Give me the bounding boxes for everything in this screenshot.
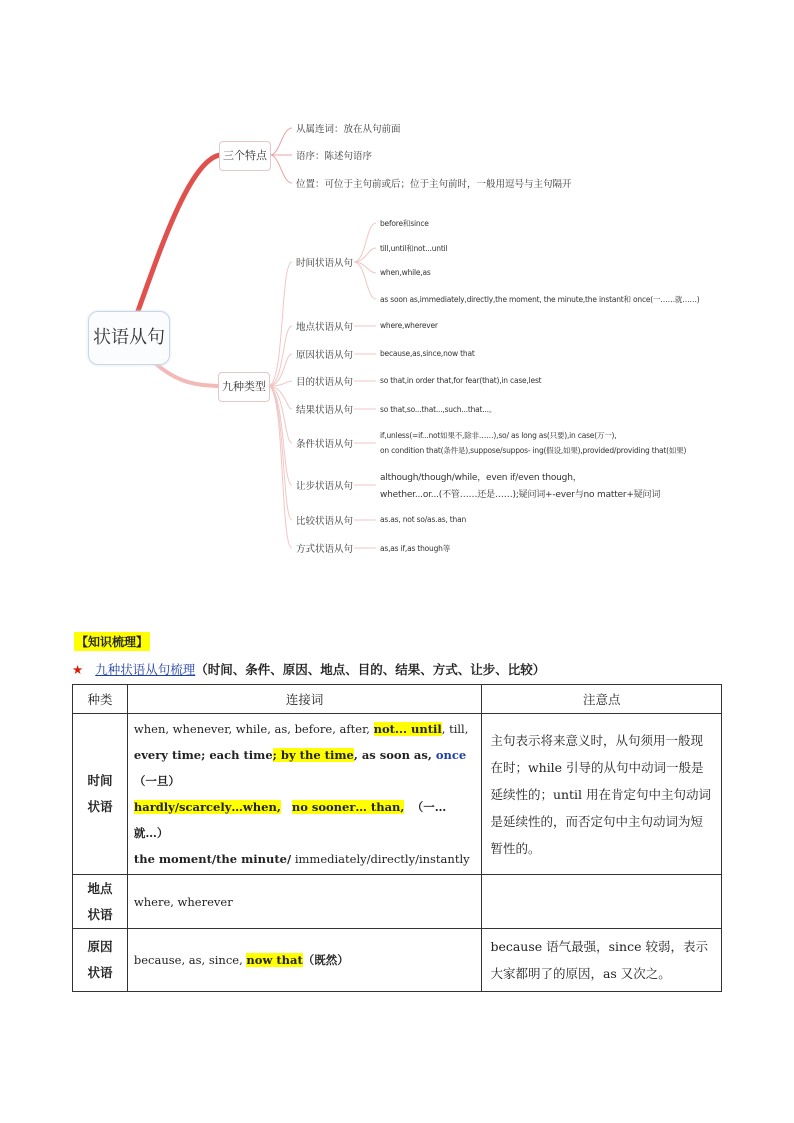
subheading xyxy=(72,660,545,678)
branch-three-features: 三个特点 xyxy=(219,141,271,171)
category-reason-line2: 状语 xyxy=(87,965,113,980)
type-time-item: till,until和not...until xyxy=(380,244,448,253)
type-reason-item: because,as,since,now that xyxy=(380,349,475,358)
type-manner-item: as,as if,as though等 xyxy=(380,544,451,553)
type-comparison: 比较状语从句 xyxy=(296,516,354,527)
type-time-item: before和since xyxy=(380,219,429,228)
type-manner: 方式状语从句 xyxy=(296,544,354,555)
type-place-item: where,wherever xyxy=(380,321,438,330)
type-place: 地点状语从句 xyxy=(296,322,354,333)
type-reason: 原因状语从句 xyxy=(296,350,354,361)
header-notes: 注意点 xyxy=(482,685,722,714)
category-reason-line1: 原因 xyxy=(87,939,113,954)
conn-bold: （一…就…） xyxy=(133,800,447,840)
type-result-item: so that,so...that...,such...that...。 xyxy=(380,405,497,414)
connector-leaf-lines xyxy=(354,326,376,548)
conn-text: , till, xyxy=(441,722,469,736)
conn-highlight: no sooner… than, xyxy=(291,800,405,814)
table-row-time xyxy=(73,714,722,875)
connector-time-items xyxy=(354,223,376,299)
connectives-reason xyxy=(127,929,482,992)
type-result: 结果状语从句 xyxy=(296,405,354,416)
conn-bold: , as soon as, xyxy=(353,748,436,762)
conn-bold: the moment/the minute/ xyxy=(133,852,292,866)
conn-highlight: ; by the time xyxy=(272,748,354,762)
category-time-line1: 时间 xyxy=(87,773,113,788)
feature-item: 位置：可位于主句前或后；位于主句前时，一般用逗号与主句隔开 xyxy=(296,179,572,190)
table-row-place xyxy=(73,875,722,929)
table-header-row xyxy=(73,685,722,714)
knowledge-table xyxy=(72,684,722,992)
mind-map-root: 状语从句 xyxy=(88,311,170,365)
branch-nine-types: 九种类型 xyxy=(218,372,270,402)
connectives-place: where, wherever xyxy=(127,875,482,929)
type-concession-item: whether...or...(不管……还是……);疑问词+-ever与no matter+疑问词 xyxy=(380,490,661,500)
type-concession: 让步状语从句 xyxy=(296,481,354,492)
type-concession-item: although/though/while，even if/even though， xyxy=(380,473,582,483)
conn-bold: （既然） xyxy=(302,953,349,967)
conn-highlight: hardly/scarcely…when, xyxy=(133,800,281,814)
conn-bold: （一旦） xyxy=(133,774,180,788)
type-condition: 条件状语从句 xyxy=(296,439,354,450)
category-time xyxy=(73,714,128,875)
type-condition-item: if,unless(=if...not如果不,除非……),so/ as long as(只要),in case(万一), xyxy=(380,431,617,440)
star-icon: ★ xyxy=(72,662,84,677)
connector-root-features xyxy=(138,155,220,311)
note-time: 主句表示将来意义时，从句须用一般现在时；while 引导的从句中动词一般是延续性的；until 用在肯定句中主句动词是延续性的，而否定句中主句动词为短暂性的。 xyxy=(482,714,722,875)
conn-text: because, as, since, xyxy=(133,953,247,967)
type-time-item: when,while,as xyxy=(380,268,431,277)
connectives-time xyxy=(127,714,482,875)
table-row-reason xyxy=(73,929,722,992)
note-place xyxy=(482,875,722,929)
subheading-parenthetical: （时间、条件、原因、地点、目的、结果、方式、让步、比较） xyxy=(195,662,546,677)
category-place-line2: 状语 xyxy=(87,906,113,922)
feature-item: 从属连词：放在从句前面 xyxy=(296,124,401,135)
connector-root-types xyxy=(155,363,218,386)
type-condition-item: on condition that(条件是),suppose/suppos- ing(假设,如果),provided/providing that(如果) xyxy=(380,446,687,455)
conn-highlight: now that xyxy=(246,953,303,967)
category-place-line1: 地点 xyxy=(87,880,113,896)
conn-text: immediately/directly/instantly xyxy=(291,852,470,866)
note-reason: because 语气最强，since 较弱，表示大家都明了的原因，as 又次之。 xyxy=(482,929,722,992)
type-time-item: as soon as,immediately,directly,the moment, the minute,the instant和 once(一……就……) xyxy=(380,295,700,304)
type-purpose: 目的状语从句 xyxy=(296,377,354,388)
subheading-link[interactable]: 九种状语从句梳理 xyxy=(95,662,196,677)
header-connectives: 连接词 xyxy=(127,685,482,714)
conn-bold-blue: once xyxy=(435,748,467,762)
conn-highlight: not... until xyxy=(373,722,442,736)
type-time: 时间状语从句 xyxy=(296,258,354,269)
header-category: 种类 xyxy=(73,685,128,714)
type-purpose-item: so that,in order that,for fear(that),in case,lest xyxy=(380,376,542,385)
category-reason xyxy=(73,929,128,992)
connector-types-items xyxy=(268,262,292,548)
connector-features-items xyxy=(270,128,292,183)
category-time-line2: 状语 xyxy=(87,799,113,814)
section-title: 【知识梳理】 xyxy=(74,632,150,651)
conn-text: when, whenever, while, as, before, after, xyxy=(133,722,374,736)
feature-item: 语序：陈述句语序 xyxy=(296,151,373,162)
conn-bold: every time; each time xyxy=(133,748,273,762)
type-comparison-item: as.as, not so/as.as, than xyxy=(380,515,467,524)
category-place xyxy=(73,875,128,929)
